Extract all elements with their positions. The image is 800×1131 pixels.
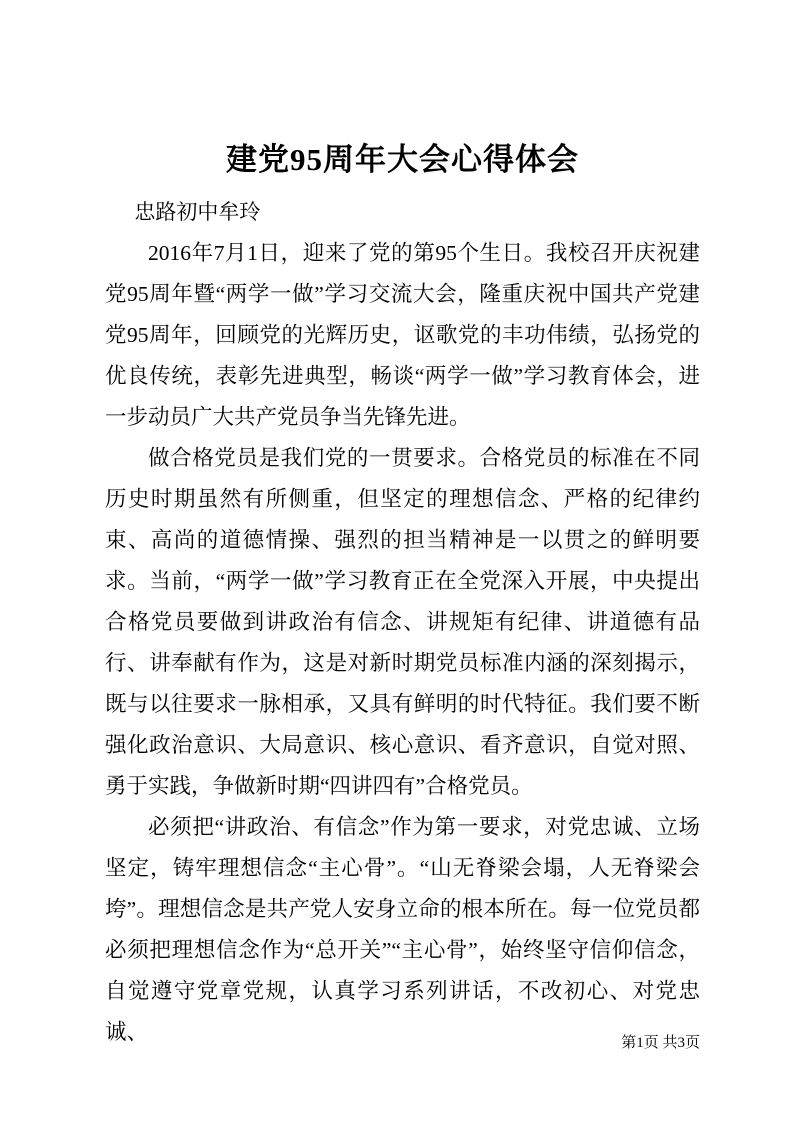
paragraph: 2016年7月1日，迎来了党的第95个生日。我校召开庆祝建党95周年暨“两学一做”学习交流大会，隆重庆祝中国共产党建党95周年，回顾党的光辉历史，讴歌党的丰功伟绩，弘扬党的优良传统，表彰先进典型，畅谈“两学一做”学习教育体会，进一步动员广大共产党员争当先锋先进。 bbox=[105, 240, 700, 429]
paragraph: 做合格党员是我们党的一贯要求。合格党员的标准在不同历史时期虽然有所侧重，但坚定的理想信念、严格的纪律约束、高尚的道德情操、强烈的担当精神是一以贯之的鲜明要求。当前，“两学一做”学习教育正在全党深入开展，中央提出合格党员要做到讲政治有信念、讲规矩有纪律、讲道德有品行、讲奉献有作为，这是对新时期党员标准内涵的深刻揭示，既与以往要求一脉相承，又具有鲜明的时代特征。我们要不断强化政治意识、大局意识、核心意识、看齐意识，自觉对照、勇于实践，争做新时期“四讲四有”合格党员。 bbox=[105, 445, 700, 798]
paragraph: 必须把“讲政治、有信念”作为第一要求，对党忠诚、立场坚定，铸牢理想信念“主心骨”。“山无脊梁会塌，人无脊梁会垮”。理想信念是共产党人安身立命的根本所在。每一位党员都必须把理想信念作为“总开关”“主心骨”，始终坚守信仰信念，自觉遵守党章党规，认真学习系列讲话，不改初心、对党忠诚、 bbox=[105, 814, 700, 1044]
document-title: 建党95周年大会心得体会 bbox=[226, 142, 579, 177]
page-footer: 第1页 共3页 bbox=[621, 1035, 700, 1051]
document-body bbox=[105, 233, 700, 1053]
document-byline: 忠路初中牟玲 bbox=[134, 199, 261, 224]
